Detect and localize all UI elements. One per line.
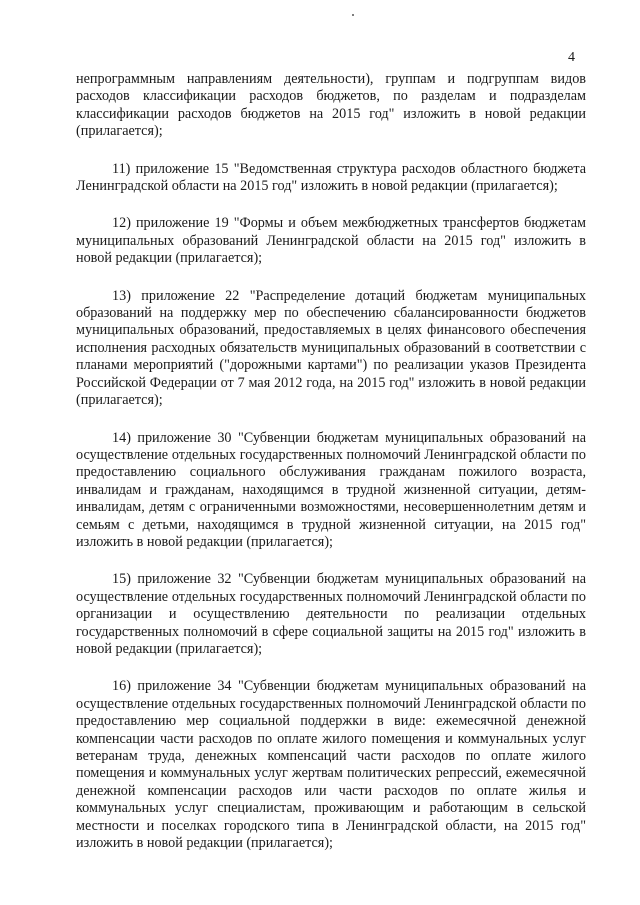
paragraph-item-11: 11) приложение 15 "Ведомственная структура расходов областного бюджета Ленинградской области на 2015 год" изложить в новой редакции (прилагается); <box>76 160 586 195</box>
paragraph-continuation: непрограммным направлениям деятельности), группам и подгруппам видов расходов классификации расходов бюджетов, по разделам и подразделам классификации расходов бюджетов на 2015 год" изложить в новой редакции (прилагается); <box>76 71 586 140</box>
paragraph-item-15: 15) приложение 32 "Субвенции бюджетам муниципальных образований на осуществление отдельных государственных полномочий Ленинградской области по организации и осуществлению деятельности по реализации отдельных государственных полномочий в сфере социальной защиты на 2015 год" изложить в новой редакции (прилагается); <box>76 571 586 657</box>
page-number: 4 <box>568 50 575 65</box>
document-body <box>76 71 586 872</box>
paragraph-item-13: 13) приложение 22 "Распределение дотаций бюджетам муниципальных образований на поддержку мер по обеспечению сбалансированности бюджетов муниципальных образований, предоставляемых в целях финансового обеспечения исполнения расходных обязательств муниципальных образований в соответствии с планами мероприятий ("дорожными картами") по реализации указов Президента Российской Федерации от 7 мая 2012 года, на 2015 год" изложить в новой редакции (прилагается); <box>76 287 586 409</box>
paragraph-item-16: 16) приложение 34 "Субвенции бюджетам муниципальных образований на осуществление отдельных государственных полномочий Ленинградской области по предоставлению мер социальной поддержки в виде: ежемесячной денежной компенсации части расходов по оплате жилого помещения и коммунальных услуг ветеранам труда, денежных компенсаций части расходов по оплате жилого помещения и коммунальных услуг жертвам политических репрессий, ежемесячной денежной компенсации расходов или части расходов по оплате жилья и коммунальных услуг специалистам, проживающим и работающим в сельской местности и поселках городского типа в Ленинградской области, на 2015 год" изложить в новой редакции (прилагается); <box>76 678 586 852</box>
scan-speck <box>352 14 354 16</box>
paragraph-item-12: 12) приложение 19 "Формы и объем межбюджетных трансфертов бюджетам муниципальных образований Ленинградской области на 2015 год" изложить в новой редакции (прилагается); <box>76 215 586 267</box>
paragraph-item-14: 14) приложение 30 "Субвенции бюджетам муниципальных образований на осуществление отдельных государственных полномочий Ленинградской области по предоставлению социального обслуживания гражданам пожилого возраста, инвалидам и гражданам, находящимся в трудной жизненной ситуации, детям-инвалидам, детям с ограниченными возможностями, несовершеннолетним детям и семьям с детьми, находящимся в трудной жизненной ситуации, на 2015 год" изложить в новой редакции (прилагается); <box>76 429 586 550</box>
